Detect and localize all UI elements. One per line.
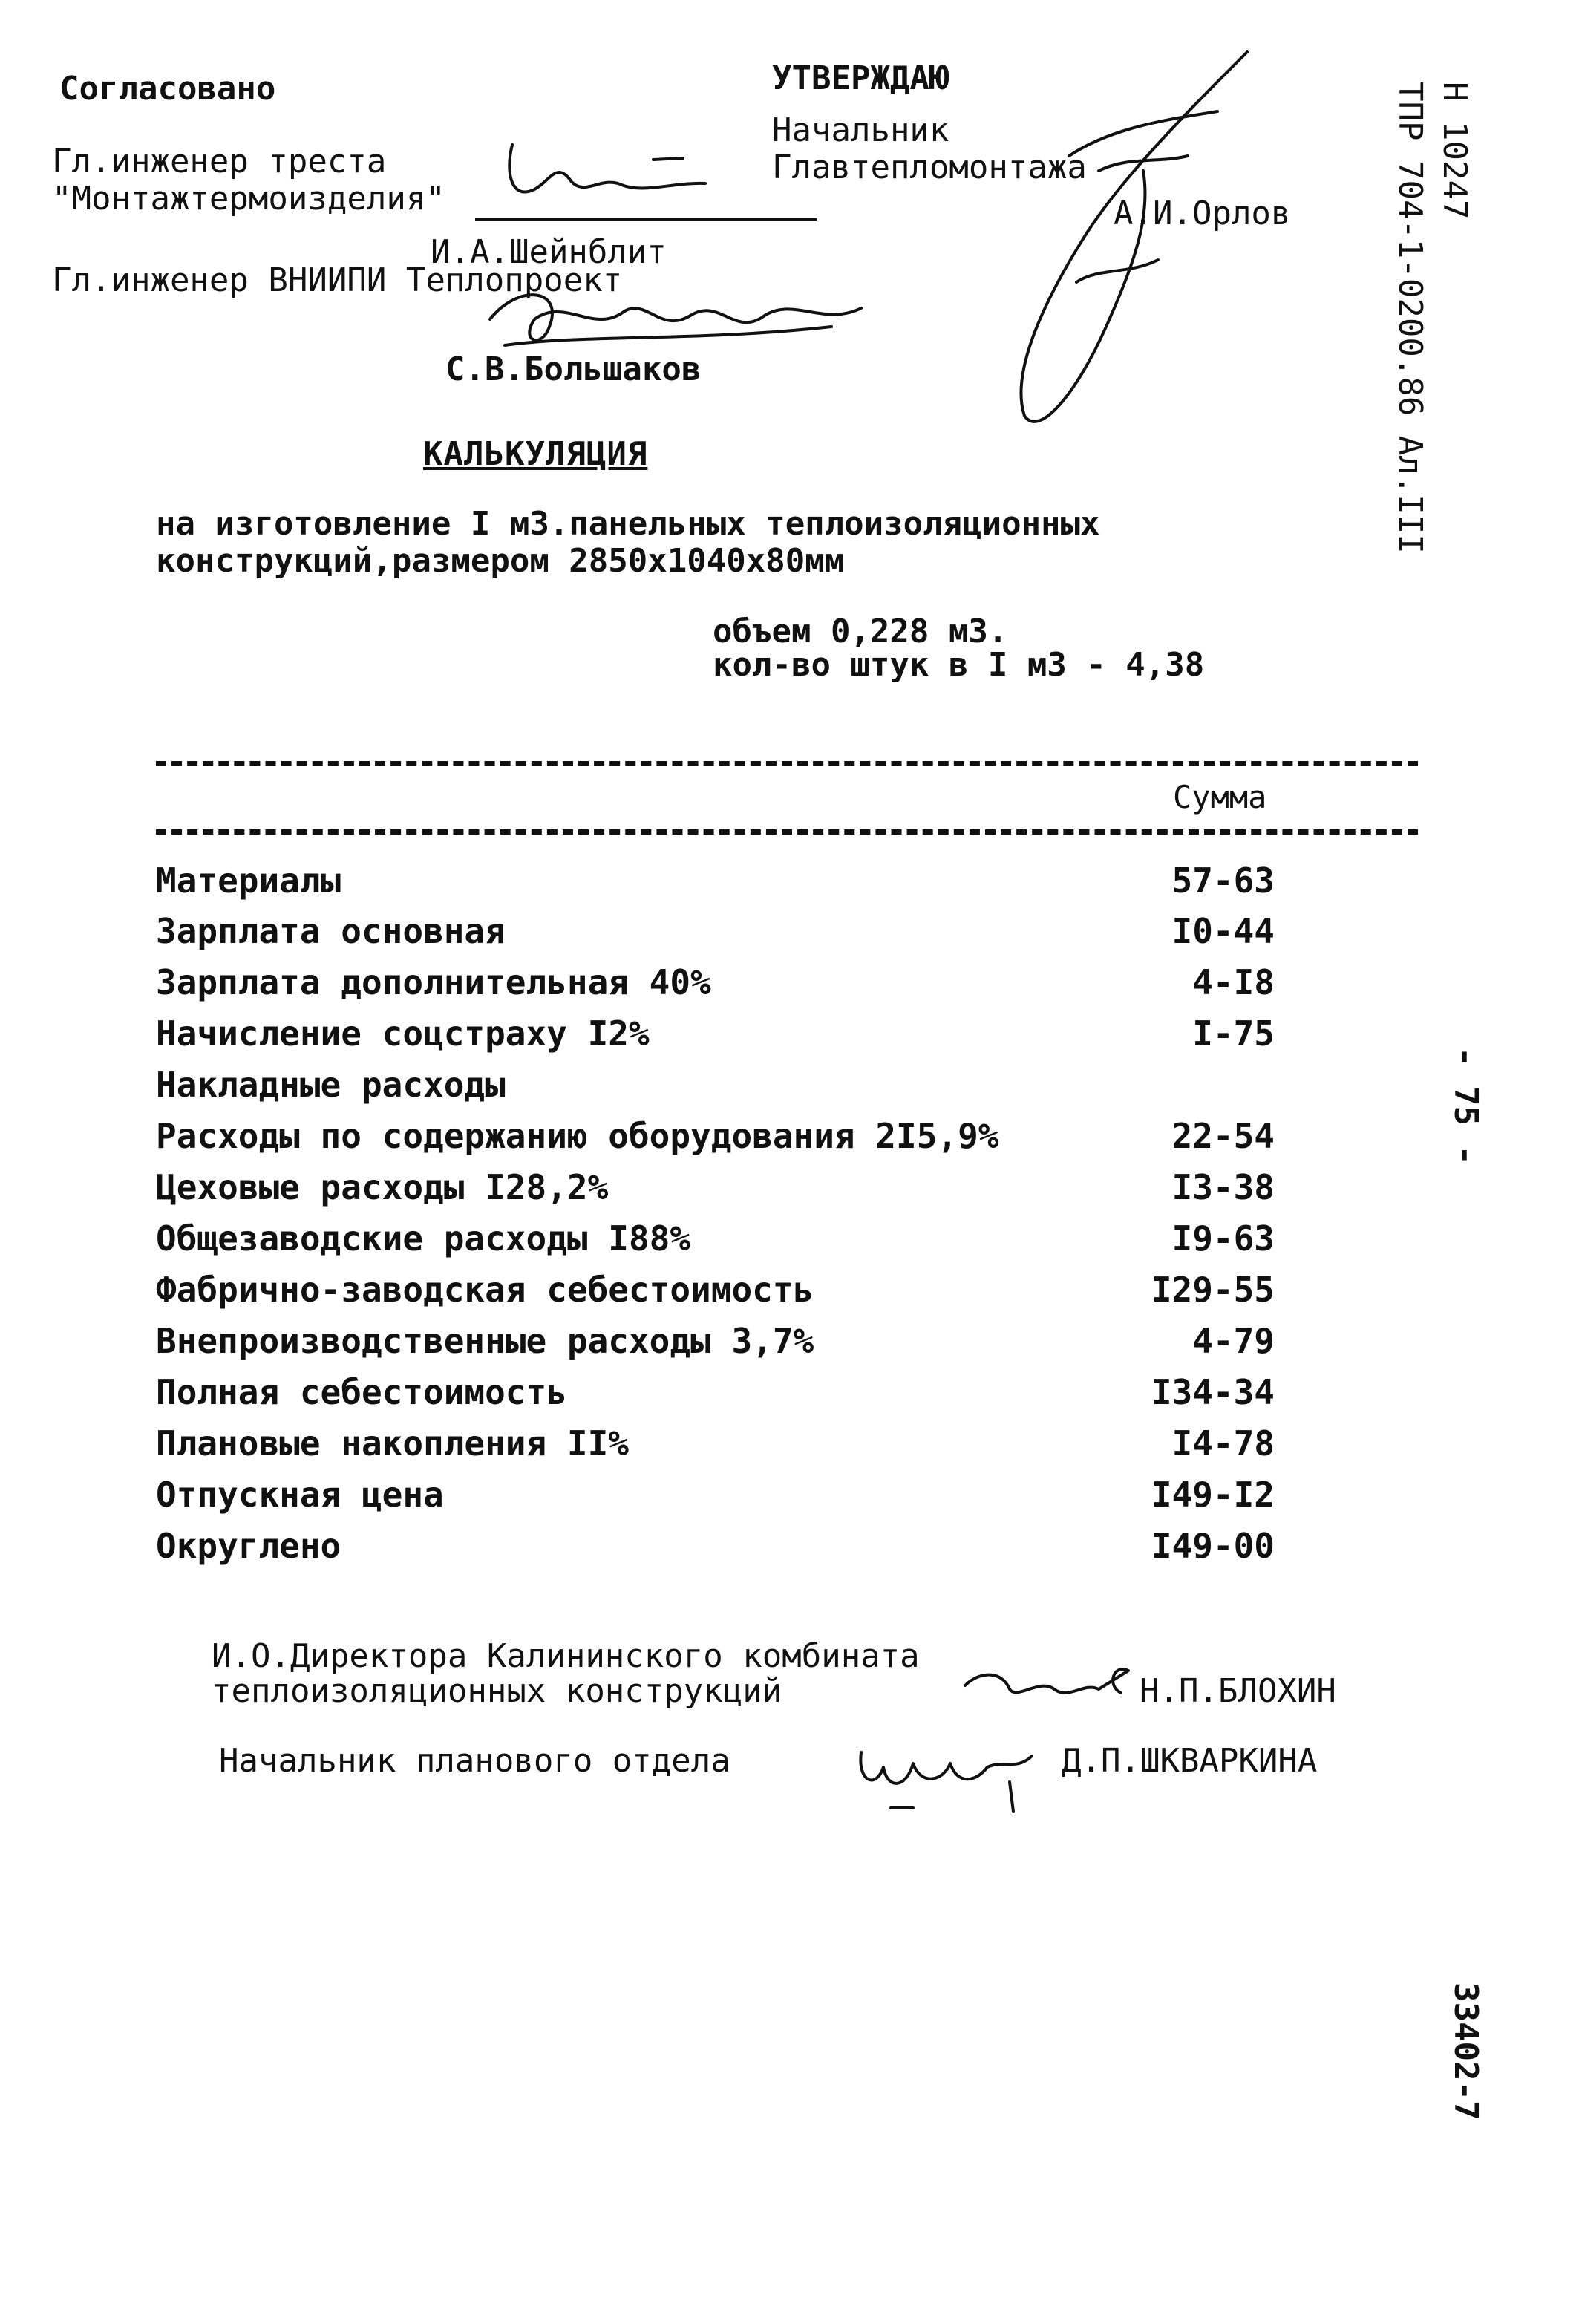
table-row: Плановые накопления II%	[156, 1423, 629, 1463]
count-per-m3: кол-во штук в I м3 - 4,38	[713, 646, 1205, 684]
table-row-value: I29-55	[1151, 1270, 1275, 1310]
table-row-value: 22-54	[1171, 1116, 1275, 1156]
chief-engineer-trust-line1: Гл.инженер треста	[52, 143, 387, 180]
table-row: Цеховые расходы I28,2%	[156, 1167, 609, 1207]
table-row-value: I3-38	[1171, 1167, 1275, 1207]
table-divider-top	[156, 761, 1418, 766]
table-row: Зарплата основная	[156, 911, 506, 951]
approver-line1: Начальник	[772, 111, 949, 149]
archive-number: 33402-7	[1447, 1982, 1485, 2121]
approver-name: А.И.Орлов	[1114, 195, 1291, 232]
director-name: Н.П.БЛОХИН	[1140, 1672, 1336, 1710]
signature-blokhin	[958, 1656, 1136, 1715]
director-line1: И.О.Директора Калининского комбината	[212, 1637, 920, 1675]
chief-engineer-vniipi-name: С.В.Большаков	[445, 350, 702, 388]
table-row-value: I4-78	[1171, 1423, 1275, 1463]
chief-engineer-trust-line2: "Монтажтермоизделия"	[52, 180, 445, 218]
table-row: Внепроизводственные расходы 3,7%	[156, 1321, 814, 1361]
table-row: Отпускная цена	[156, 1475, 444, 1515]
table-row-value: 4-79	[1192, 1321, 1275, 1361]
table-divider-header	[156, 829, 1418, 835]
table-row-value: 4-I8	[1192, 962, 1275, 1002]
chief-engineer-trust-name: И.А.Шейнблит	[431, 233, 667, 271]
table-row-value: I49-00	[1151, 1526, 1275, 1566]
table-row-value: I9-63	[1171, 1218, 1275, 1259]
subtitle-line2: конструкций,размером 2850х1040х80мм	[156, 542, 845, 580]
table-row: Фабрично-заводская себестоимость	[156, 1270, 814, 1310]
table-row-value: 57-63	[1171, 861, 1275, 901]
table-row: Материалы	[156, 861, 341, 901]
signature-sheinblit	[505, 130, 728, 204]
table-row-value: I49-I2	[1151, 1475, 1275, 1515]
agreed-title: Согласовано	[59, 70, 276, 108]
volume: объем 0,228 м3.	[713, 613, 1008, 650]
signature-line	[475, 218, 817, 221]
table-row: Накладные расходы	[156, 1065, 506, 1105]
document-title: КАЛЬКУЛЯЦИЯ	[423, 435, 648, 473]
signature-orlov	[965, 45, 1247, 431]
approver-line2: Главтепломонтажа	[772, 148, 1087, 186]
signature-bolshakov	[475, 275, 876, 356]
table-row: Зарплата дополнительная 40%	[156, 962, 711, 1002]
sum-header: Сумма	[1173, 779, 1267, 815]
table-row: Полная себестоимость	[156, 1372, 567, 1412]
planning-head: Начальник планового отдела	[219, 1742, 730, 1780]
table-row-value: I0-44	[1171, 911, 1275, 951]
planning-head-name: Д.П.ШКВАРКИНА	[1062, 1742, 1318, 1780]
table-row: Общезаводские расходы I88%	[156, 1218, 691, 1259]
chief-engineer-vniipi: Гл.инженер ВНИИПИ Теплопроект	[52, 261, 623, 299]
inv-number: Н 10247	[1436, 82, 1474, 220]
signature-shkvarkina	[846, 1730, 1047, 1819]
table-row: Начисление соцстраху I2%	[156, 1014, 650, 1054]
doc-code: ТПР 704-1-0200.86 Ал.III	[1391, 82, 1429, 554]
table-row-value: I-75	[1192, 1014, 1275, 1054]
table-row: Округлено	[156, 1526, 341, 1566]
table-row: Расходы по содержанию оборудования 2I5,9%	[156, 1116, 999, 1156]
page-number: - 75 -	[1447, 1047, 1485, 1165]
approve-title: УТВЕРЖДАЮ	[772, 59, 949, 97]
table-row-value: I34-34	[1151, 1372, 1275, 1412]
subtitle-line1: на изготовление I м3.панельных теплоизоляционных	[156, 505, 1100, 543]
director-line2: теплоизоляционных конструкций	[212, 1672, 782, 1710]
